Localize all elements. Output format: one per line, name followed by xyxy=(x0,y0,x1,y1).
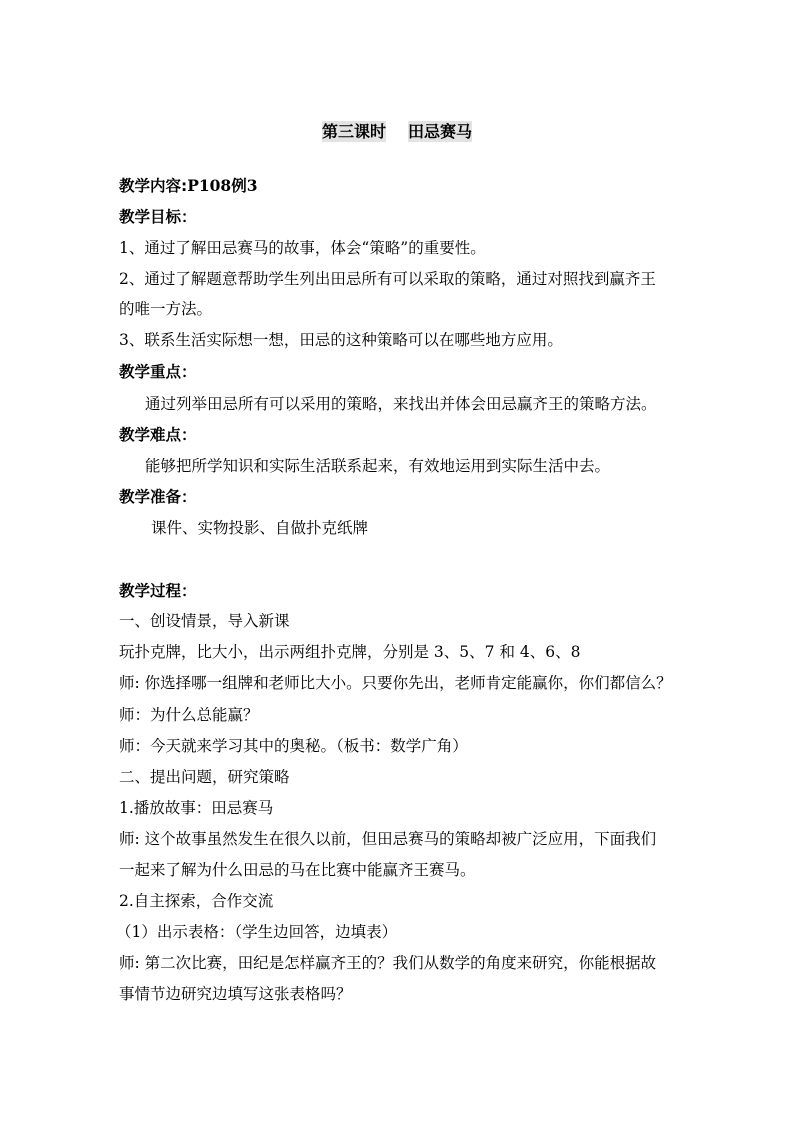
preparation-heading: 教学准备： xyxy=(119,488,197,506)
content-label: 教学内容: xyxy=(119,177,188,195)
process-paragraph-teacher-challenge: 师: 你选择哪一组牌和老师比大小。只要你先出，老师肯定能赢你，你们都信么？ xyxy=(119,674,672,692)
title-lesson-name: 田忌赛马 xyxy=(408,122,473,141)
process-paragraph-second-race-line-2: 事情节边研究边填写这张表格吗？ xyxy=(119,985,352,1003)
process-paragraph-cards: 玩扑克牌，比大小，出示两组扑克牌，分别是 3、5、7 和 4、6、8 xyxy=(119,643,581,661)
process-paragraph-story-line-1: 师: 这个故事虽然发生在很久以前，但田忌赛马的策略却被广泛应用，下面我们 xyxy=(119,830,657,848)
process-paragraph-why-win: 师：为什么总能赢？ xyxy=(119,706,259,724)
goal-1: 1、通过了解田忌赛马的故事，体会“策略”的重要性。 xyxy=(119,239,486,257)
content-value: P108例3 xyxy=(187,176,258,195)
process-substep-1: （1）出示表格：（学生边回答，边填表） xyxy=(116,923,398,941)
goals-heading: 教学目标： xyxy=(119,208,197,226)
process-section-2: 二、提出问题，研究策略 xyxy=(119,768,290,786)
goal-3: 3、联系生活实际想一想，田忌的这种策略可以在哪些地方应用。 xyxy=(119,331,563,349)
content-line xyxy=(119,175,679,197)
goal-2-line-1: 2、通过了解题意帮助学生列出田忌所有可以采取的策略，通过对照找到赢齐王 xyxy=(119,270,656,288)
process-paragraph-second-race-line-1: 师: 第二次比赛，田纪是怎样赢齐王的？我们从数学的角度来研究，你能根据故 xyxy=(119,954,657,972)
difficulty-text: 能够把所学知识和实际生活联系起来，有效地运用到实际生活中去。 xyxy=(145,457,611,475)
title-lesson-number: 第三课时 xyxy=(321,122,386,141)
process-paragraph-story-line-2: 一起来了解为什么田忌的马在比赛中能赢齐王赛马。 xyxy=(119,861,476,879)
process-heading: 教学过程： xyxy=(119,582,197,600)
lesson-title xyxy=(0,121,794,143)
key-points-heading: 教学重点： xyxy=(119,363,197,381)
preparation-text: 课件、实物投影、自做扑克纸牌 xyxy=(151,519,369,537)
difficulty-heading: 教学难点： xyxy=(119,426,197,444)
process-section-1: 一、创设情景，导入新课 xyxy=(119,612,290,630)
process-paragraph-secret: 师：今天就来学习其中的奥秘。（板书：数学广角） xyxy=(119,737,468,755)
process-step-2: 2.自主探索，合作交流 xyxy=(119,892,274,910)
goal-2-line-2: 的唯一方法。 xyxy=(119,300,213,318)
key-points-text: 通过列举田忌所有可以采用的策略，来找出并体会田忌赢齐王的策略方法。 xyxy=(145,395,657,413)
process-step-1: 1.播放故事：田忌赛马 xyxy=(119,799,274,817)
